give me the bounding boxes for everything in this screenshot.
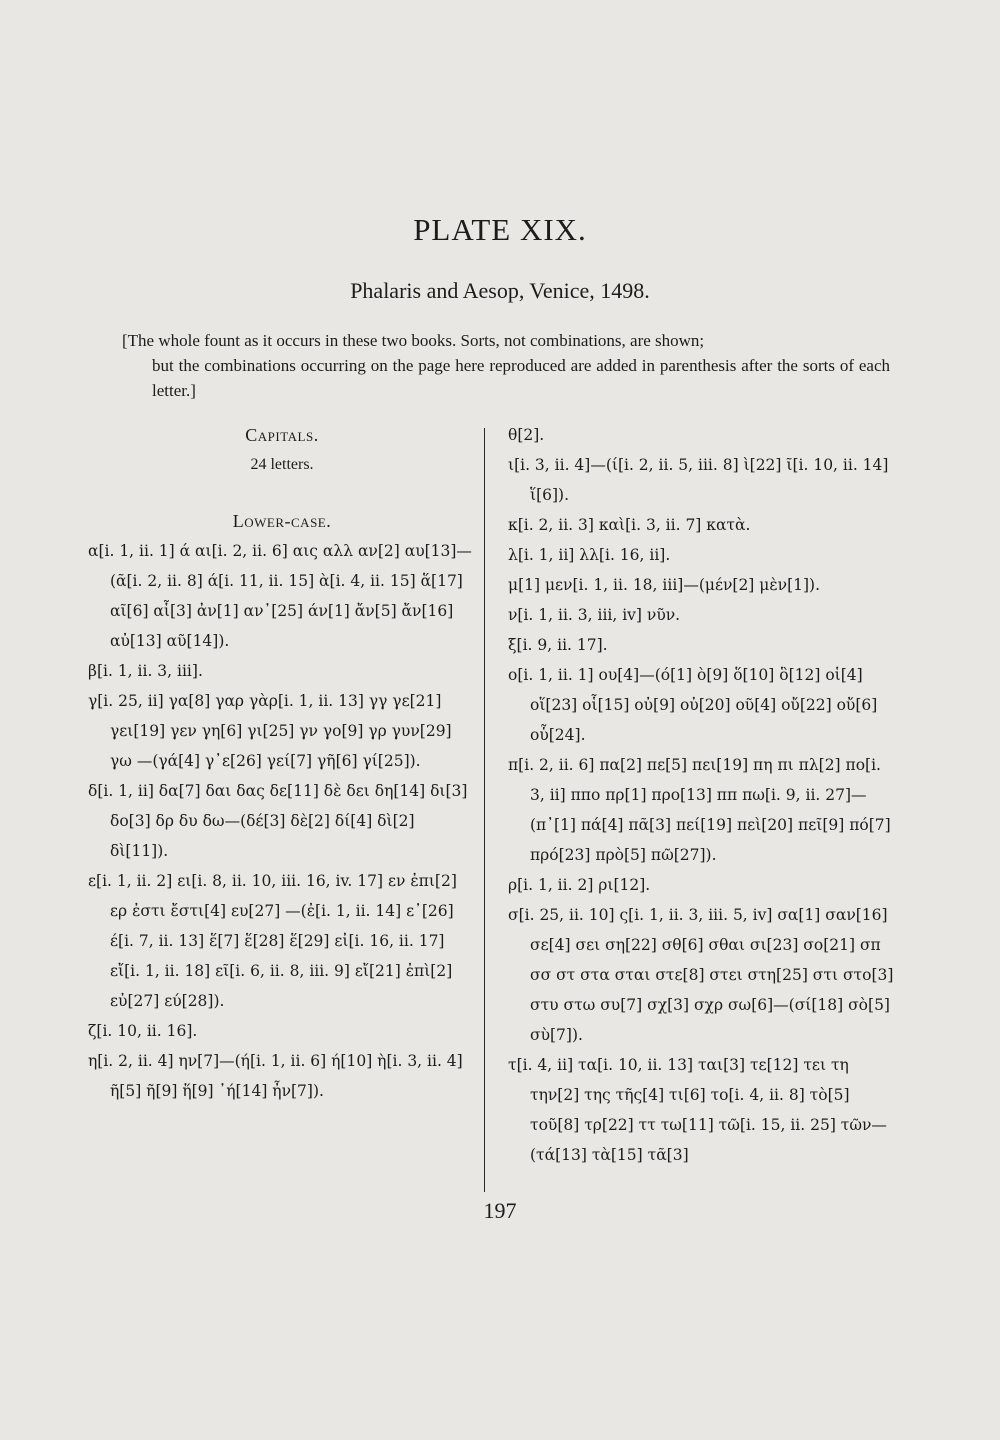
intro-note [120, 328, 890, 403]
left-column [88, 420, 476, 1106]
column-divider [484, 428, 485, 1192]
list-item: κ[i. 2, ii. 3] καὶ[i. 3, ii. 7] κατὰ. [508, 516, 751, 534]
capitals-count: 24 letters. [250, 456, 314, 473]
list-item: α[i. 1, ii. 1] ά αι[i. 2, ii. 6] αις αλλ αν[2] αυ[13]—(ᾶ[i. 2, ii. 8] ά[i. 11, ii. 15] ὰ[i. 4, ii. 15] ἅ[17] αῖ[6] αἷ[3] ἀν[1] αν᾽[25] άν[1] ἄν[5] ἄν[16] αὐ[13] αῦ[14]). [88, 542, 472, 650]
list-item: ζ[i. 10, ii. 16]. [88, 1022, 198, 1040]
intro-line-2: but the combinations occurring on the page here reproduced are added in parenthesis after the sorts of each letter.] [152, 356, 890, 400]
capitals-heading: Capitals. [245, 425, 319, 445]
list-item: ο[i. 1, ii. 1] ου[4]—(ό[1] ὸ[9] ὅ[10] ὃ[12] οἱ[4] οἵ[23] οἷ[15] οὐ[9] οὐ[20] οῦ[4] οὔ[22] οὔ[6] οὗ[24]. [508, 666, 878, 744]
list-item: θ[2]. [508, 426, 545, 444]
list-item: τ[i. 4, ii] τα[i. 10, ii. 13] ται[3] τε[12] τει τη την[2] της τῆς[4] τι[6] το[i. 4, ii. 8] τὸ[5] τοῦ[8] τρ[22] ττ τω[11] τῶ[i. 15, ii. 25] τῶν—(τά[13] τὰ[15] τᾶ[3] [508, 1056, 887, 1164]
list-item: π[i. 2, ii. 6] πα[2] πε[5] πει[19] πη πι πλ[2] πο[i. 3, ii] ππο πρ[1] προ[13] ππ πω[i. 9, ii. 27]—(π᾽[1] πά[4] πᾶ[3] πεί[19] πεὶ[20] πεῖ[9] πό[7] πρό[23] πρὸ[5] πῶ[27]). [508, 756, 891, 864]
plate-subtitle: Phalaris and Aesop, Venice, 1498. [350, 278, 650, 303]
right-column [508, 420, 894, 1170]
list-item: σ[i. 25, ii. 10] ς[i. 1, ii. 3, iii. 5, iv] σα[1] σαν[16] σε[4] σει ση[22] σθ[6] σθαι σι[23] σο[21] σπ σσ στ στα σται στε[8] στει στη[25] στι στο[3] στυ στω συ[7] σχ[3] σχρ σω[6]—(σί[18] σὸ[5] σὺ[7]). [508, 906, 894, 1044]
list-item: μ[1] μεν[i. 1, ii. 18, iii]—(μέν[2] μὲν[1]). [508, 576, 821, 594]
list-item: β[i. 1, ii. 3, iii]. [88, 662, 203, 680]
list-item: ρ[i. 1, ii. 2] ρι[12]. [508, 876, 651, 894]
plate-title: PLATE XIX. [413, 212, 587, 247]
list-item: γ[i. 25, ii] γα[8] γαρ γὰρ[i. 1, ii. 13] γγ γε[21] γει[19] γεν γη[6] γι[25] γν γο[9] γρ γυν[29] γω —(γά[4] γ᾽ε[26] γεί[7] γῆ[6] γί[25]). [88, 692, 452, 770]
list-item: ξ[i. 9, ii. 17]. [508, 636, 608, 654]
list-item: ν[i. 1, ii. 3, iii, iv] νῦν. [508, 606, 681, 624]
lowercase-heading: Lower-case. [232, 511, 332, 531]
list-item: λ[i. 1, ii] λλ[i. 16, ii]. [508, 546, 671, 564]
list-item: δ[i. 1, ii] δα[7] δαι δας δε[11] δὲ δει δη[14] δι[3] δο[3] δρ δυ δω—(δέ[3] δὲ[2] δί[4] δὶ[2] δὶ[11]). [88, 782, 468, 860]
list-item: ι[i. 3, ii. 4]—(ί[i. 2, ii. 5, iii. 8] ὶ[22] ῖ[i. 10, ii. 14] ἵ[6]). [508, 456, 889, 504]
list-item: ε[i. 1, ii. 2] ει[i. 8, ii. 10, iii. 16, iv. 17] εν ἐπι[2] ερ ἐστι ἔστι[4] ευ[27] —(ἐ[i. 1, ii. 14] ε᾽[26] έ[i. 7, ii. 13] ἕ[7] ἕ[28] ἕ[29] εἰ[i. 16, ii. 17] εἴ[i. 1, ii. 18] εῖ[i. 6, ii. 8, iii. 9] εἴ[21] ἐπὶ[2] εὐ[27] εύ[28]). [88, 872, 457, 1010]
page-number: 197 [483, 1198, 517, 1223]
list-item: η[i. 2, ii. 4] ην[7]—(ή[i. 1, ii. 6] ή[10] ὴ[i. 3, ii. 4] ῆ[5] ῆ[9] ἥ[9] ᾽ή[14] ἦν[7]). [88, 1052, 463, 1100]
intro-line-1: [The whole fount as it occurs in these two books. Sorts, not combinations, are shown; [122, 331, 705, 350]
